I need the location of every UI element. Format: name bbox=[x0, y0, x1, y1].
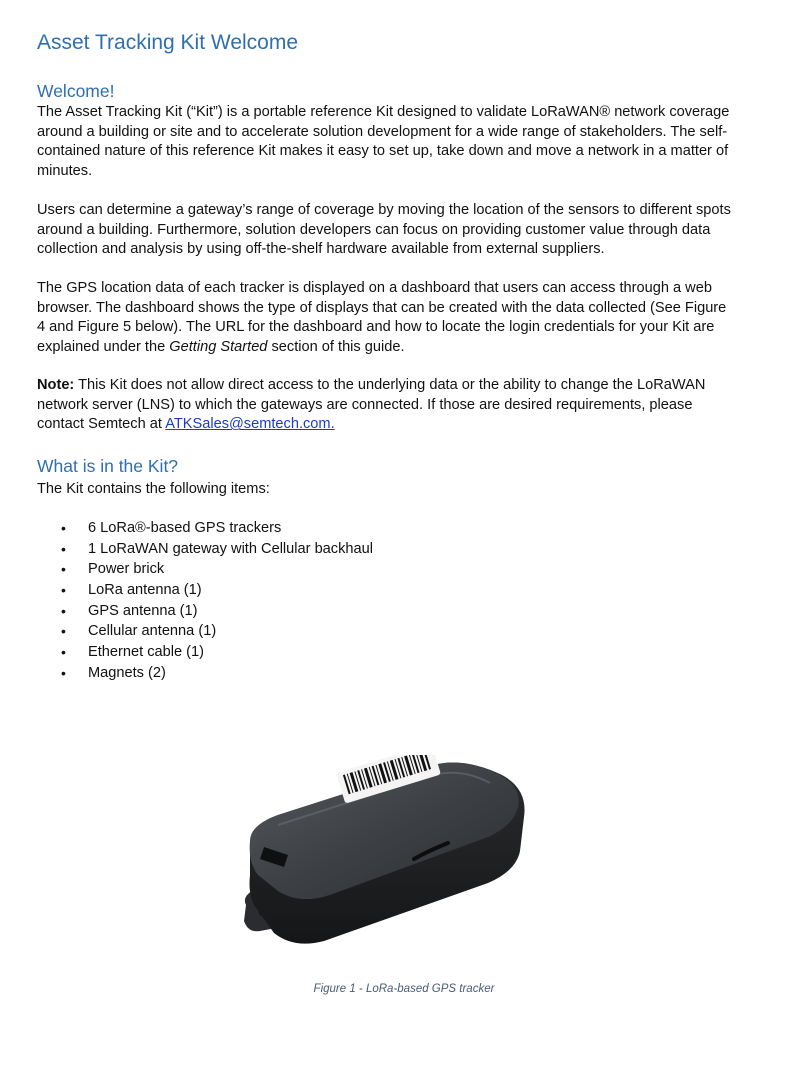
list-item bbox=[37, 559, 373, 580]
list-item bbox=[37, 663, 373, 684]
kit-items-list bbox=[37, 518, 373, 684]
page-title: Asset Tracking Kit Welcome bbox=[37, 31, 299, 54]
bullet-icon: • bbox=[61, 561, 66, 578]
list-item-label: Ethernet cable (1) bbox=[88, 644, 205, 661]
bullet-icon: • bbox=[61, 644, 66, 661]
bullet-icon: • bbox=[61, 520, 66, 536]
list-item bbox=[37, 580, 373, 601]
note-label: Note: bbox=[37, 377, 75, 393]
list-item bbox=[37, 539, 373, 560]
figure-caption: Figure 1 - LoRa-based GPS tracker bbox=[313, 982, 495, 995]
list-item bbox=[37, 518, 373, 539]
dashboard-text-end: section of this guide. bbox=[267, 338, 405, 355]
list-item bbox=[37, 642, 373, 663]
note-text: This Kit does not allow direct access to the underlying data or the ability to change the LoRaWAN network server (LNS) to which the gateways are connected. If those are desired requirements, please contact Semtech at bbox=[37, 377, 706, 433]
list-item-label: 6 LoRa®-based GPS trackers bbox=[88, 520, 282, 536]
coverage-paragraph: Users can determine a gateway’s range of coverage by moving the location of the sensors to different spots around a building. Furthermore, solution developers can focus on providing customer value through data collection and analysis by using off-the-shelf hardware available from external suppliers. bbox=[37, 202, 731, 258]
bullet-icon: • bbox=[61, 623, 66, 640]
sales-email-link[interactable]: ATKSales@semtech.com. bbox=[165, 416, 335, 433]
bullet-icon: • bbox=[61, 602, 66, 619]
list-item bbox=[37, 621, 373, 642]
list-item-label: LoRa antenna (1) bbox=[88, 582, 202, 599]
dashboard-paragraph bbox=[37, 279, 737, 357]
list-item-label: 1 LoRaWAN gateway with Cellular backhaul bbox=[88, 540, 373, 557]
getting-started-reference: Getting Started bbox=[169, 338, 268, 355]
note-paragraph bbox=[37, 376, 737, 435]
gps-tracker-image bbox=[238, 755, 530, 945]
list-item-label: Magnets (2) bbox=[88, 664, 166, 681]
list-item-label: Cellular antenna (1) bbox=[88, 623, 217, 640]
welcome-heading: Welcome! bbox=[37, 81, 115, 101]
bullet-icon: • bbox=[61, 582, 66, 599]
kit-contents-heading: What is in the Kit? bbox=[37, 456, 179, 476]
list-item bbox=[37, 601, 373, 622]
list-item-label: Power brick bbox=[88, 561, 165, 578]
list-item-label: GPS antenna (1) bbox=[88, 602, 198, 619]
bullet-icon: • bbox=[61, 664, 66, 681]
bullet-icon: • bbox=[61, 540, 66, 557]
kit-intro-text: The Kit contains the following items: bbox=[37, 481, 270, 497]
dashboard-text-start: The GPS location data of each tracker is displayed on a dashboard that users can access through a web browser. The dashboard shows the type of displays that can be created with the data collected (See Figure 4 and Figure 5 below). The URL for the dashboard and how to locate the login credentials for your Kit are explained under the bbox=[37, 280, 727, 355]
intro-paragraph: The Asset Tracking Kit (“Kit”) is a portable reference Kit designed to validate LoRaWAN® network coverage around a building or site and to accelerate solution development for a wide range of stakeholders. The self-contained nature of this reference Kit makes it easy to set up, take down and move a network in a matter of minutes. bbox=[37, 104, 730, 179]
